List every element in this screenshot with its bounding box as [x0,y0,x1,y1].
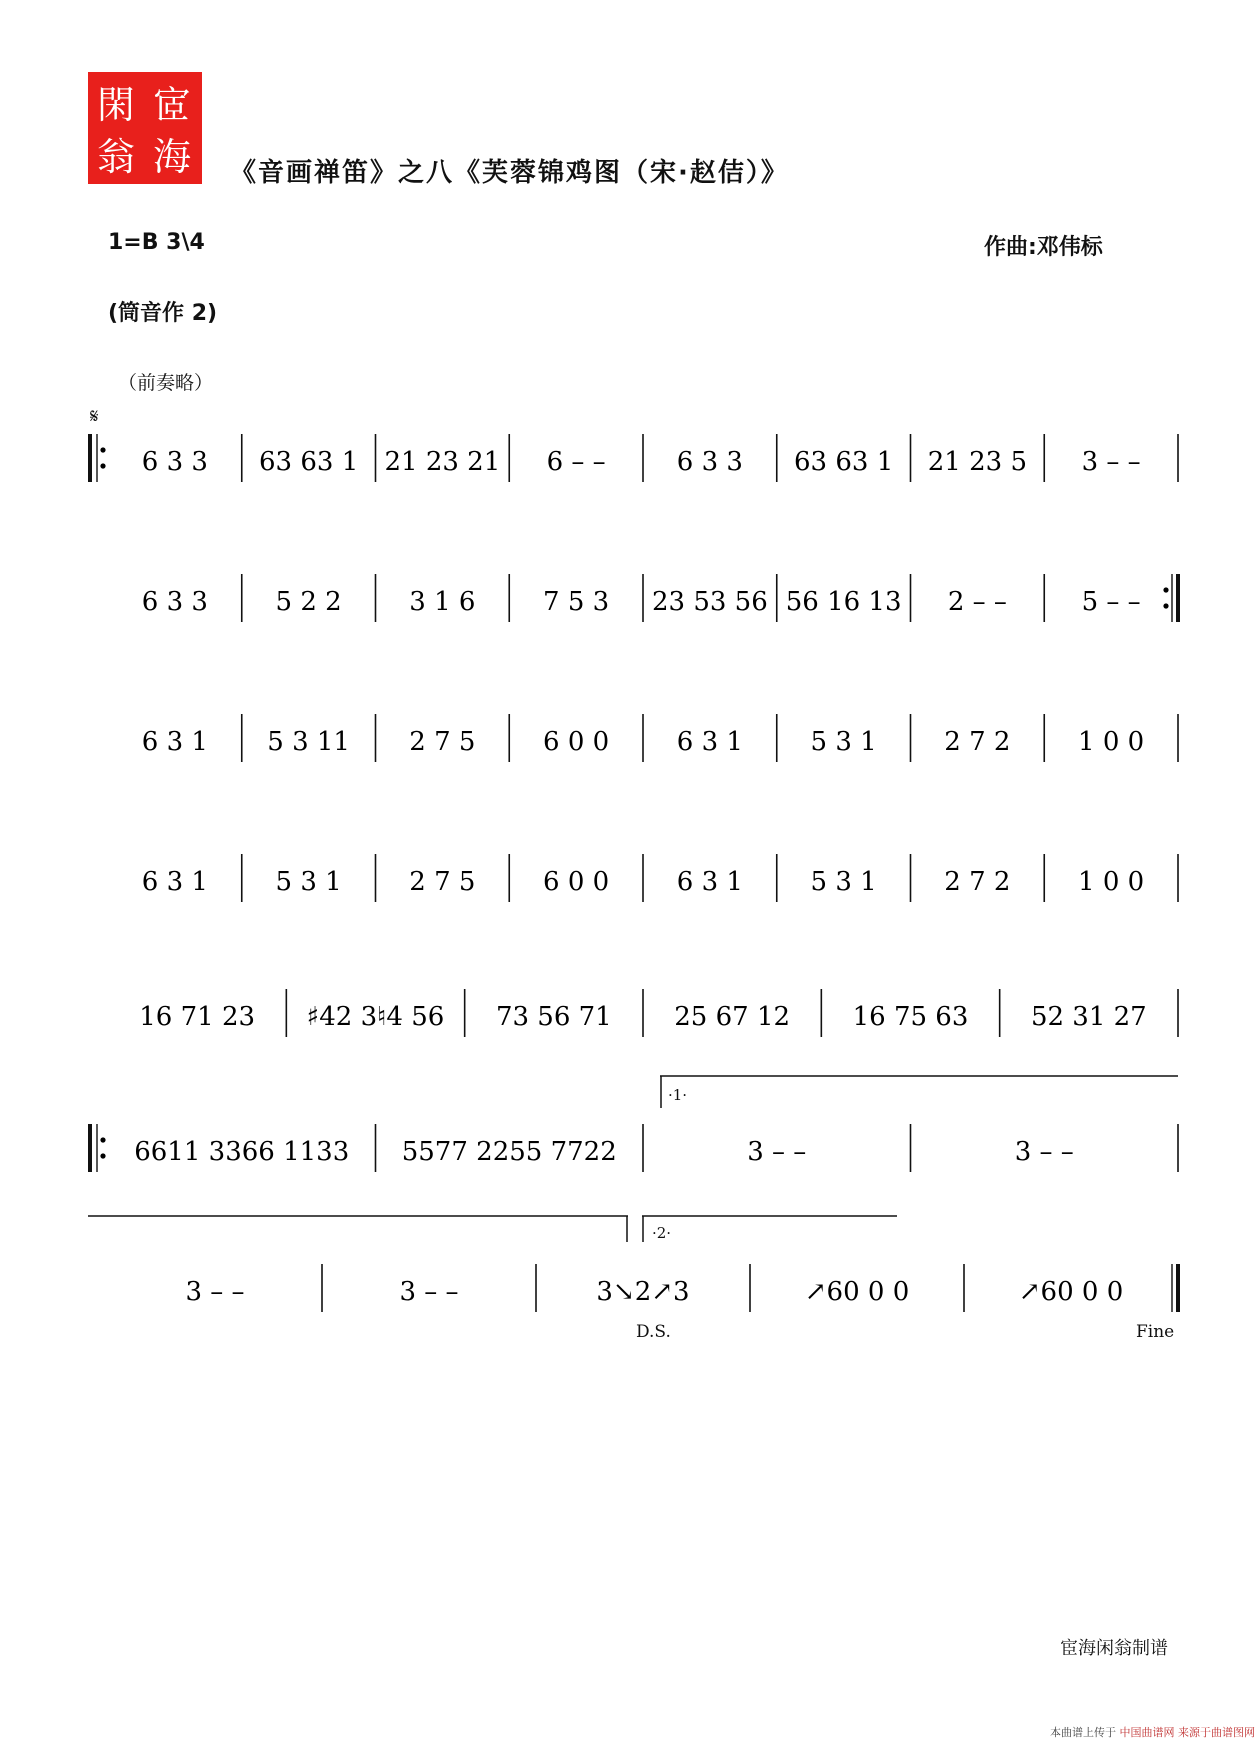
volta-1-bracket [660,1072,1180,1112]
staff-line-3 [88,700,1183,770]
measure: 16 75 63 [852,1002,969,1032]
measure: 5 2 2 [275,587,342,617]
measure: 5 3 1 [275,867,342,897]
seal-char-1: 閑 [96,83,136,127]
measure: 5 3 11 [267,727,350,757]
measure: ↗60 0 0 [804,1277,910,1307]
repeat-dot [100,1137,105,1142]
volta-1-continuation [88,1210,633,1246]
measure: 5 3 1 [810,727,877,757]
measure: 73 56 71 [495,1002,612,1032]
measure: 5577 2255 7722 [401,1137,617,1167]
composer: 作曲:邓伟标 [984,235,1103,260]
seal-logo [88,72,202,184]
measure: 6 3 3 [676,447,743,477]
measure: 63 63 1 [794,447,894,477]
repeat-dot [100,1153,105,1158]
measure: 6 – – [546,447,606,477]
maker-credit: 宦海闲翁制谱 [1060,1638,1168,1659]
measure: 3↘2↗3 [596,1277,690,1307]
staff-line-7 [88,1250,1183,1320]
measure: 2 7 5 [409,727,476,757]
measure: 6 3 1 [141,867,208,897]
measure: 2 7 5 [409,867,476,897]
repeat-dot [1163,587,1168,592]
da-segno-mark: D.S. [636,1322,671,1342]
seal-char-4: 海 [152,135,192,179]
measure: ↗60 0 0 [1018,1277,1124,1307]
measure: 56 16 13 [785,587,902,617]
footer-upload: 本曲谱上传于 [1050,1726,1116,1739]
measure: 2 – – [947,587,1007,617]
measure: 23 53 56 [651,587,768,617]
footer-source: 来源于曲谱图网 [1178,1726,1255,1739]
measure: 16 71 23 [139,1002,256,1032]
measure: 3 – – [1014,1137,1074,1167]
fine-mark: Fine [1136,1322,1175,1342]
volta-2-label: ·2· [652,1224,672,1242]
measure: 6 3 3 [141,587,208,617]
site-footer [1050,1724,1255,1740]
seal-char-2: 宧 [152,83,192,127]
repeat-dot [100,463,105,468]
measure: 2 7 2 [944,867,1011,897]
measure: 3 – – [747,1137,807,1167]
measure: ♯42 3♮4 56 [306,1002,445,1032]
measure: 5 3 1 [810,867,877,897]
measure: 5 – – [1081,587,1141,617]
measure: 6 0 0 [543,867,610,897]
measure: 3 1 6 [409,587,476,617]
measure: 3 – – [399,1277,459,1307]
measure: 6 3 1 [676,867,743,897]
measure: 1 0 0 [1078,727,1145,757]
measure: 6 3 1 [676,727,743,757]
volta-1-label: ·1· [668,1086,688,1104]
measure: 6 3 3 [141,447,208,477]
staff-line-2 [88,560,1183,630]
prelude-note: （前奏略） [118,372,214,394]
segno-mark: 𝄋 [90,404,99,428]
key-signature: 1=B 3\4 [108,230,205,255]
staff-line-4 [88,840,1183,910]
measure: 6 3 1 [141,727,208,757]
repeat-dot [1163,603,1168,608]
measure: 52 31 27 [1030,1002,1147,1032]
measure: 7 5 3 [543,587,610,617]
seal-char-3: 翁 [96,135,136,179]
measure: 3 – – [185,1277,245,1307]
measure: 63 63 1 [259,447,359,477]
measure: 21 23 21 [384,447,501,477]
measure: 1 0 0 [1078,867,1145,897]
fingering-note: (筒音作 2) [108,301,218,326]
measure: 21 23 5 [927,447,1027,477]
repeat-dot [100,447,105,452]
measure: 25 67 12 [674,1002,791,1032]
volta-2-bracket [642,1210,902,1246]
footer-site: 中国曲谱网 [1119,1726,1175,1739]
score-title: 《音画禅笛》之八《芙蓉锦鸡图（宋·赵佶）》 [230,158,789,188]
staff-line-1 [88,420,1183,490]
measure: 6611 3366 1133 [134,1137,350,1167]
staff-line-6 [88,1110,1183,1180]
measure: 2 7 2 [944,727,1011,757]
measure: 6 0 0 [543,727,610,757]
staff-line-5 [88,975,1183,1045]
measure: 3 – – [1081,447,1141,477]
